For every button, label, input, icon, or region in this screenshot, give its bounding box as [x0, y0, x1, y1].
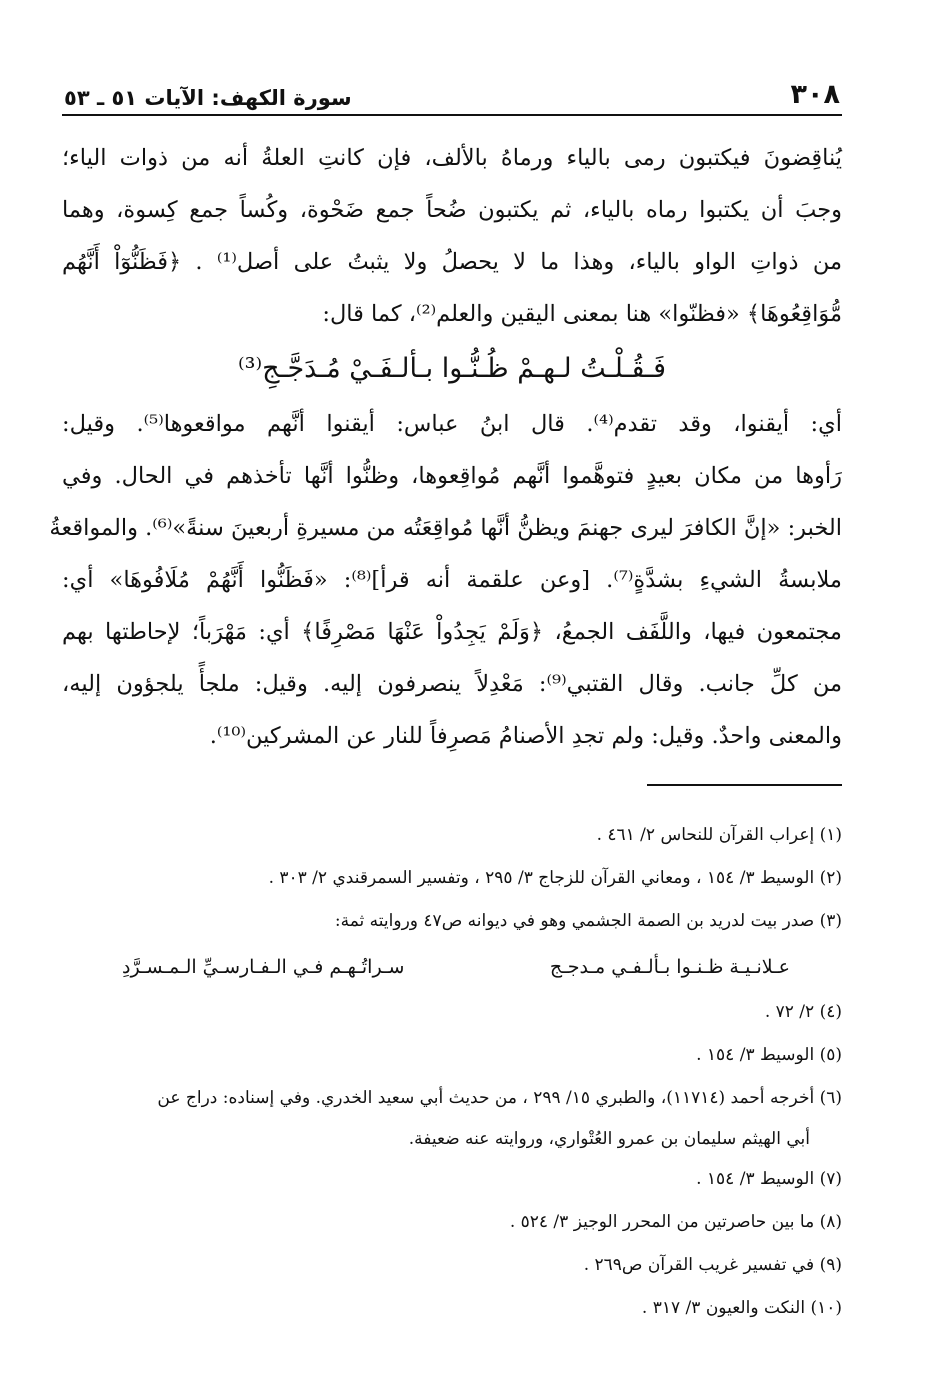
text-line: رَأوها من مكان بعيدٍ فتوهَّموا أنَّهم مُواقِعوها، وظنُّوا أنَّها تأخذهم في الحال. وفي	[62, 463, 842, 489]
text-line: أي: أيقنوا، وقد تقدم⁽⁴⁾. قال ابنُ عباس: أيقنوا أنَّهم مواقعوها⁽⁵⁾. وقيل:	[62, 411, 842, 437]
footnote-2: (٢) الوسيط ٣/ ١٥٤ ، ومعاني القرآن للزجاج ٣/ ٢٩٥ ، وتفسير السمرقندي ٢/ ٣٠٣ .	[268, 868, 842, 888]
text-line: مجتمعون فيها، واللَّفَف الجمعُ، ﴿وَلَمْ يَجِدُواْ عَنْهَا مَصْرِفًا﴾ أي: مَهْرَباً؛ لإحاطتها بهم	[62, 619, 842, 645]
footnote-separator	[647, 784, 842, 786]
text-line: ملابسةُ الشيءِ بشدَّةٍ⁽⁷⁾. [وعن علقمة أنه قرأ]⁽⁸⁾: «فَظَنُّوا أَنَّهُمْ مُلَافُوهَا» أي:	[62, 567, 842, 593]
footnote-10: (١٠) النكت والعيون ٣/ ٣١٧ .	[641, 1298, 842, 1318]
text-line: من ذواتِ الواو بالياء، وهذا ما لا يحصلُ ولا يثبتُ على أصل⁽¹⁾ . ﴿فَظَنُّوٓاْ أَنَّهُم	[62, 249, 843, 275]
main-text	[49, 132, 843, 762]
poem-first-hemistich: عـلانـيـة ظـنـوا بـألـفـي مـدجـج	[549, 956, 790, 978]
text-line: يُناقِضونَ فيكتبون رمى بالياء ورماهُ بالألف، فإن كانتِ العلةُ أنه من ذوات الياء؛	[62, 145, 842, 171]
text-line: وجبَ أن يكتبوا رماه بالياء، ثم يكتبون ضُحاً جمع ضَحْوة، وكُساً جمع كِسوة، وهما	[62, 197, 842, 223]
text-line: والمعنى واحدٌ. وقيل: ولم تجدِ الأصنامُ مَصرِفاً للنار عن المشركين⁽¹⁰⁾.	[209, 723, 842, 749]
footnote-6-line-1: (٦) أخرجه أحمد (١١٧١٤)، والطبري ١٥/ ٢٩٩ ، من حديث أبي سعيد الخدري. وفي إسناده: دراج عن	[157, 1088, 842, 1108]
text-line: مُّوَاقِعُوهَا﴾ «فظنّوا» هنا بمعنى اليقين والعلم⁽²⁾، كما قال:	[322, 301, 842, 327]
footnote-7: (٧) الوسيط ٣/ ١٥٤ .	[696, 1169, 842, 1189]
page-number: ٣٠٨	[790, 79, 840, 110]
poem-second-hemistich: سـراتُـهـم فـي الـفـارسـيِّ الـمـسـرَّدِ	[122, 956, 405, 978]
footnote-6	[62, 1077, 842, 1158]
text-line: الخبر: «إنَّ الكافرَ ليرى جهنمَ ويظنُّ أنَّها مُواقِعَتُه من مسيرةِ أربعينَ سنةً»⁽⁶⁾. والمواقعةُ	[49, 515, 842, 541]
footnote-3: (٣) صدر بيت لدريد بن الصمة الجشمي وهو في ديوانه ص٤٧ وروايته ثمة:	[334, 911, 842, 931]
footnotes	[62, 814, 842, 1330]
footnote-5: (٥) الوسيط ٣/ ١٥٤ .	[696, 1045, 842, 1065]
footnote-3-poem	[62, 943, 842, 991]
text-line: من كلِّ جانب. وقال القتبي⁽⁹⁾: مَعْدِلاً ينصرفون إليه. وقيل: ملجأً يلجؤون إليه،	[62, 671, 843, 697]
page-header	[62, 72, 842, 116]
book-page	[49, 72, 843, 1330]
running-title: سورة الكهف: الآيات ٥١ ـ ٥٣	[64, 86, 352, 110]
footnote-9: (٩) في تفسير غريب القرآن ص٢٦٩ .	[583, 1255, 842, 1275]
footnote-4: (٤) ٢/ ٧٢ .	[764, 1002, 842, 1022]
footnote-8: (٨) ما بين حاصرتين من المحرر الوجيز ٣/ ٥٢٤ .	[509, 1212, 842, 1232]
footnote-1: (١) إعراب القرآن للنحاس ٢/ ٤٦١ .	[596, 825, 842, 845]
footnote-6-line-2: أبي الهيثم سليمان بن عمرو العُتْواري، وروايته عنه ضعيفة.	[408, 1129, 810, 1149]
poetry-verse: فَـقُـلْـتُ لـهـمْ ظُـنُّـوا بـألـفَـيْ مُـدَجَّـجِ⁽³⁾	[238, 353, 666, 384]
